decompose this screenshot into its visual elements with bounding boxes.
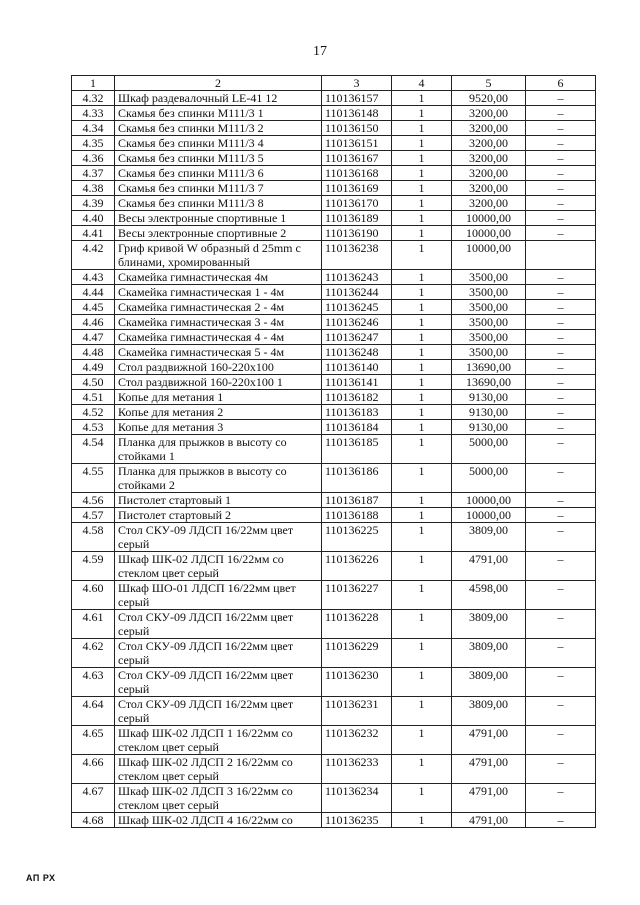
table-row [72, 581, 596, 610]
table-row [72, 345, 596, 360]
note-cell: – [526, 493, 596, 508]
row-number-cell: 4.60 [72, 581, 115, 610]
quantity-cell: 1 [392, 813, 452, 828]
price-cell: 3200,00 [452, 181, 526, 196]
quantity-cell: 1 [392, 196, 452, 211]
price-cell: 10000,00 [452, 211, 526, 226]
item-name-cell: Копье для метания 3 [115, 420, 322, 435]
inventory-code-cell: 110136157 [322, 91, 392, 106]
item-name-cell: Скамья без спинки M111/3 4 [115, 136, 322, 151]
inventory-code-cell: 110136185 [322, 435, 392, 464]
note-cell: – [526, 166, 596, 181]
price-cell: 4598,00 [452, 581, 526, 610]
page-number: 17 [313, 44, 327, 59]
inventory-code-cell: 110136248 [322, 345, 392, 360]
quantity-cell: 1 [392, 552, 452, 581]
note-cell: – [526, 211, 596, 226]
table-row [72, 390, 596, 405]
row-number-cell: 4.39 [72, 196, 115, 211]
row-number-cell: 4.36 [72, 151, 115, 166]
inventory-code-cell: 110136225 [322, 523, 392, 552]
price-cell: 3809,00 [452, 523, 526, 552]
item-name-cell: Шкаф ШК-02 ЛДСП 16/22мм со стеклом цвет серый [115, 552, 322, 581]
note-cell: – [526, 181, 596, 196]
table-row [72, 464, 596, 493]
note-cell: – [526, 813, 596, 828]
quantity-cell: 1 [392, 420, 452, 435]
item-name-cell: Пистолет стартовый 2 [115, 508, 322, 523]
note-cell: – [526, 151, 596, 166]
price-cell: 3500,00 [452, 300, 526, 315]
quantity-cell: 1 [392, 285, 452, 300]
quantity-cell: 1 [392, 166, 452, 181]
table-row [72, 668, 596, 697]
row-number-cell: 4.33 [72, 106, 115, 121]
note-cell: – [526, 581, 596, 610]
inventory-code-cell: 110136233 [322, 755, 392, 784]
item-name-cell: Скамья без спинки M111/3 2 [115, 121, 322, 136]
table-row [72, 106, 596, 121]
item-name-cell: Копье для метания 1 [115, 390, 322, 405]
quantity-cell: 1 [392, 581, 452, 610]
quantity-cell: 1 [392, 241, 452, 270]
note-cell: – [526, 405, 596, 420]
table-row [72, 241, 596, 270]
price-cell: 4791,00 [452, 813, 526, 828]
row-number-cell: 4.45 [72, 300, 115, 315]
item-name-cell: Скамья без спинки M111/3 6 [115, 166, 322, 181]
note-cell: – [526, 464, 596, 493]
quantity-cell: 1 [392, 784, 452, 813]
table-row [72, 552, 596, 581]
quantity-cell: 1 [392, 270, 452, 285]
price-cell: 13690,00 [452, 375, 526, 390]
price-cell: 3500,00 [452, 330, 526, 345]
price-cell: 3200,00 [452, 151, 526, 166]
price-cell: 3500,00 [452, 270, 526, 285]
row-number-cell: 4.32 [72, 91, 115, 106]
item-name-cell: Шкаф ШО-01 ЛДСП 16/22мм цвет серый [115, 581, 322, 610]
row-number-cell: 4.46 [72, 315, 115, 330]
table-row [72, 375, 596, 390]
price-cell: 4791,00 [452, 755, 526, 784]
table-row [72, 813, 596, 828]
table-row [72, 405, 596, 420]
quantity-cell: 1 [392, 91, 452, 106]
row-number-cell: 4.66 [72, 755, 115, 784]
item-name-cell: Стол СКУ-09 ЛДСП 16/22мм цвет серый [115, 523, 322, 552]
price-cell: 10000,00 [452, 508, 526, 523]
note-cell: – [526, 552, 596, 581]
price-cell: 9130,00 [452, 420, 526, 435]
row-number-cell: 4.54 [72, 435, 115, 464]
note-cell: – [526, 91, 596, 106]
table-row [72, 226, 596, 241]
table-row [72, 136, 596, 151]
quantity-cell: 1 [392, 181, 452, 196]
inventory-code-cell: 110136232 [322, 726, 392, 755]
inventory-code-cell: 110136188 [322, 508, 392, 523]
item-name-cell: Гриф кривой W образный d 25mm с блинами, хромированный [115, 241, 322, 270]
table-row [72, 181, 596, 196]
table-row [72, 610, 596, 639]
quantity-cell: 1 [392, 121, 452, 136]
price-cell: 3500,00 [452, 285, 526, 300]
table-header-row [72, 76, 596, 91]
row-number-cell: 4.58 [72, 523, 115, 552]
quantity-cell: 1 [392, 106, 452, 121]
quantity-cell: 1 [392, 464, 452, 493]
quantity-cell: 1 [392, 493, 452, 508]
row-number-cell: 4.37 [72, 166, 115, 181]
table-row [72, 755, 596, 784]
table-row [72, 420, 596, 435]
inventory-code-cell: 110136247 [322, 330, 392, 345]
item-name-cell: Скамейка гимнастическая 3 - 4м [115, 315, 322, 330]
row-number-cell: 4.62 [72, 639, 115, 668]
note-cell: – [526, 330, 596, 345]
quantity-cell: 1 [392, 610, 452, 639]
table-row [72, 360, 596, 375]
note-cell: – [526, 639, 596, 668]
inventory-code-cell: 110136230 [322, 668, 392, 697]
inventory-table [71, 75, 596, 828]
table-row [72, 435, 596, 464]
item-name-cell: Стол СКУ-09 ЛДСП 16/22мм цвет серый [115, 639, 322, 668]
item-name-cell: Стол СКУ-09 ЛДСП 16/22мм цвет серый [115, 668, 322, 697]
row-number-cell: 4.56 [72, 493, 115, 508]
inventory-code-cell: 110136245 [322, 300, 392, 315]
item-name-cell: Копье для метания 2 [115, 405, 322, 420]
note-cell: – [526, 300, 596, 315]
price-cell: 9130,00 [452, 390, 526, 405]
price-cell: 9130,00 [452, 405, 526, 420]
quantity-cell: 1 [392, 697, 452, 726]
row-number-cell: 4.52 [72, 405, 115, 420]
inventory-code-cell: 110136169 [322, 181, 392, 196]
price-cell: 3200,00 [452, 166, 526, 181]
table-row [72, 493, 596, 508]
quantity-cell: 1 [392, 390, 452, 405]
inventory-code-cell: 110136235 [322, 813, 392, 828]
inventory-code-cell: 110136151 [322, 136, 392, 151]
table-row [72, 697, 596, 726]
inventory-code-cell: 110136186 [322, 464, 392, 493]
note-cell: – [526, 345, 596, 360]
row-number-cell: 4.51 [72, 390, 115, 405]
item-name-cell: Скамейка гимнастическая 2 - 4м [115, 300, 322, 315]
note-cell: – [526, 360, 596, 375]
inventory-code-cell: 110136226 [322, 552, 392, 581]
inventory-code-cell: 110136244 [322, 285, 392, 300]
row-number-cell: 4.38 [72, 181, 115, 196]
quantity-cell: 1 [392, 375, 452, 390]
price-cell: 3500,00 [452, 315, 526, 330]
item-name-cell: Стол СКУ-09 ЛДСП 16/22мм цвет серый [115, 610, 322, 639]
price-cell: 4791,00 [452, 552, 526, 581]
note-cell: – [526, 121, 596, 136]
quantity-cell: 1 [392, 151, 452, 166]
note-cell: – [526, 523, 596, 552]
row-number-cell: 4.42 [72, 241, 115, 270]
row-number-cell: 4.48 [72, 345, 115, 360]
inventory-code-cell: 110136190 [322, 226, 392, 241]
quantity-cell: 1 [392, 360, 452, 375]
note-cell: – [526, 726, 596, 755]
inventory-code-cell: 110136140 [322, 360, 392, 375]
price-cell: 10000,00 [452, 226, 526, 241]
item-name-cell: Скамья без спинки M111/3 5 [115, 151, 322, 166]
table-row [72, 285, 596, 300]
inventory-code-cell: 110136234 [322, 784, 392, 813]
inventory-code-cell: 110136246 [322, 315, 392, 330]
inventory-code-cell: 110136243 [322, 270, 392, 285]
column-header: 6 [526, 76, 596, 91]
quantity-cell: 1 [392, 639, 452, 668]
item-name-cell: Скамейка гимнастическая 4 - 4м [115, 330, 322, 345]
note-cell: – [526, 755, 596, 784]
item-name-cell: Весы электронные спортивные 2 [115, 226, 322, 241]
row-number-cell: 4.68 [72, 813, 115, 828]
row-number-cell: 4.59 [72, 552, 115, 581]
row-number-cell: 4.35 [72, 136, 115, 151]
price-cell: 3200,00 [452, 121, 526, 136]
note-cell: – [526, 315, 596, 330]
table-row [72, 121, 596, 136]
item-name-cell: Шкаф ШК-02 ЛДСП 2 16/22мм со стеклом цвет серый [115, 755, 322, 784]
column-header: 4 [392, 76, 452, 91]
item-name-cell: Стол раздвижной 160-220x100 1 [115, 375, 322, 390]
price-cell: 3809,00 [452, 610, 526, 639]
row-number-cell: 4.65 [72, 726, 115, 755]
table-row [72, 639, 596, 668]
quantity-cell: 1 [392, 405, 452, 420]
inventory-code-cell: 110136150 [322, 121, 392, 136]
inventory-code-cell: 110136229 [322, 639, 392, 668]
table-row [72, 315, 596, 330]
table-row [72, 300, 596, 315]
row-number-cell: 4.50 [72, 375, 115, 390]
column-header: 3 [322, 76, 392, 91]
item-name-cell: Скамейка гимнастическая 1 - 4м [115, 285, 322, 300]
item-name-cell: Шкаф раздевалочный LE-41 12 [115, 91, 322, 106]
note-cell: – [526, 784, 596, 813]
price-cell: 10000,00 [452, 241, 526, 270]
price-cell: 3200,00 [452, 106, 526, 121]
note-cell: – [526, 390, 596, 405]
table-row [72, 508, 596, 523]
inventory-code-cell: 110136167 [322, 151, 392, 166]
table-row [72, 211, 596, 226]
note-cell: – [526, 106, 596, 121]
quantity-cell: 1 [392, 508, 452, 523]
inventory-code-cell: 110136184 [322, 420, 392, 435]
price-cell: 3200,00 [452, 196, 526, 211]
table-row [72, 330, 596, 345]
table-row [72, 151, 596, 166]
quantity-cell: 1 [392, 315, 452, 330]
column-header: 5 [452, 76, 526, 91]
item-name-cell: Планка для прыжков в высоту со стойками 1 [115, 435, 322, 464]
inventory-code-cell: 110136187 [322, 493, 392, 508]
row-number-cell: 4.63 [72, 668, 115, 697]
note-cell: – [526, 375, 596, 390]
quantity-cell: 1 [392, 755, 452, 784]
row-number-cell: 4.64 [72, 697, 115, 726]
quantity-cell: 1 [392, 211, 452, 226]
table-row [72, 166, 596, 181]
quantity-cell: 1 [392, 345, 452, 360]
row-number-cell: 4.40 [72, 211, 115, 226]
table-row [72, 270, 596, 285]
row-number-cell: 4.53 [72, 420, 115, 435]
note-cell: – [526, 668, 596, 697]
row-number-cell: 4.57 [72, 508, 115, 523]
item-name-cell: Пистолет стартовый 1 [115, 493, 322, 508]
row-number-cell: 4.67 [72, 784, 115, 813]
item-name-cell: Планка для прыжков в высоту со стойками 2 [115, 464, 322, 493]
inventory-code-cell: 110136182 [322, 390, 392, 405]
inventory-code-cell: 110136227 [322, 581, 392, 610]
table-row [72, 91, 596, 106]
note-cell: – [526, 196, 596, 211]
item-name-cell: Скамейка гимнастическая 5 - 4м [115, 345, 322, 360]
note-cell: – [526, 508, 596, 523]
inventory-code-cell: 110136228 [322, 610, 392, 639]
quantity-cell: 1 [392, 668, 452, 697]
quantity-cell: 1 [392, 726, 452, 755]
inventory-code-cell: 110136148 [322, 106, 392, 121]
item-name-cell: Шкаф ШК-02 ЛДСП 1 16/22мм со стеклом цвет серый [115, 726, 322, 755]
table-row [72, 196, 596, 211]
note-cell: – [526, 270, 596, 285]
price-cell: 4791,00 [452, 784, 526, 813]
inventory-code-cell: 110136183 [322, 405, 392, 420]
item-name-cell: Скамья без спинки M111/3 7 [115, 181, 322, 196]
price-cell: 4791,00 [452, 726, 526, 755]
inventory-code-cell: 110136238 [322, 241, 392, 270]
price-cell: 9520,00 [452, 91, 526, 106]
item-name-cell: Шкаф ШК-02 ЛДСП 4 16/22мм со [115, 813, 322, 828]
inventory-code-cell: 110136231 [322, 697, 392, 726]
price-cell: 3200,00 [452, 136, 526, 151]
row-number-cell: 4.43 [72, 270, 115, 285]
row-number-cell: 4.47 [72, 330, 115, 345]
item-name-cell: Скамейка гимнастическая 4м [115, 270, 322, 285]
quantity-cell: 1 [392, 435, 452, 464]
note-cell: – [526, 226, 596, 241]
note-cell: – [526, 435, 596, 464]
note-cell: – [526, 136, 596, 151]
note-cell [526, 241, 596, 270]
item-name-cell: Скамья без спинки M111/3 1 [115, 106, 322, 121]
price-cell: 3809,00 [452, 668, 526, 697]
column-header: 1 [72, 76, 115, 91]
row-number-cell: 4.34 [72, 121, 115, 136]
row-number-cell: 4.61 [72, 610, 115, 639]
inventory-code-cell: 110136170 [322, 196, 392, 211]
quantity-cell: 1 [392, 300, 452, 315]
row-number-cell: 4.55 [72, 464, 115, 493]
price-cell: 3500,00 [452, 345, 526, 360]
price-cell: 10000,00 [452, 493, 526, 508]
table-row [72, 784, 596, 813]
inventory-code-cell: 110136141 [322, 375, 392, 390]
note-cell: – [526, 697, 596, 726]
note-cell: – [526, 610, 596, 639]
column-header: 2 [115, 76, 322, 91]
row-number-cell: 4.44 [72, 285, 115, 300]
note-cell: – [526, 285, 596, 300]
item-name-cell: Скамья без спинки M111/3 8 [115, 196, 322, 211]
item-name-cell: Весы электронные спортивные 1 [115, 211, 322, 226]
row-number-cell: 4.49 [72, 360, 115, 375]
price-cell: 5000,00 [452, 464, 526, 493]
quantity-cell: 1 [392, 330, 452, 345]
price-cell: 13690,00 [452, 360, 526, 375]
note-cell: – [526, 420, 596, 435]
inventory-code-cell: 110136168 [322, 166, 392, 181]
item-name-cell: Стол СКУ-09 ЛДСП 16/22мм цвет серый [115, 697, 322, 726]
inventory-code-cell: 110136189 [322, 211, 392, 226]
table-row [72, 523, 596, 552]
table-row [72, 726, 596, 755]
quantity-cell: 1 [392, 226, 452, 241]
price-cell: 3809,00 [452, 639, 526, 668]
quantity-cell: 1 [392, 136, 452, 151]
quantity-cell: 1 [392, 523, 452, 552]
row-number-cell: 4.41 [72, 226, 115, 241]
price-cell: 5000,00 [452, 435, 526, 464]
footer-mark: АП РХ [26, 873, 56, 883]
price-cell: 3809,00 [452, 697, 526, 726]
item-name-cell: Шкаф ШК-02 ЛДСП 3 16/22мм со стеклом цвет серый [115, 784, 322, 813]
item-name-cell: Стол раздвижной 160-220x100 [115, 360, 322, 375]
